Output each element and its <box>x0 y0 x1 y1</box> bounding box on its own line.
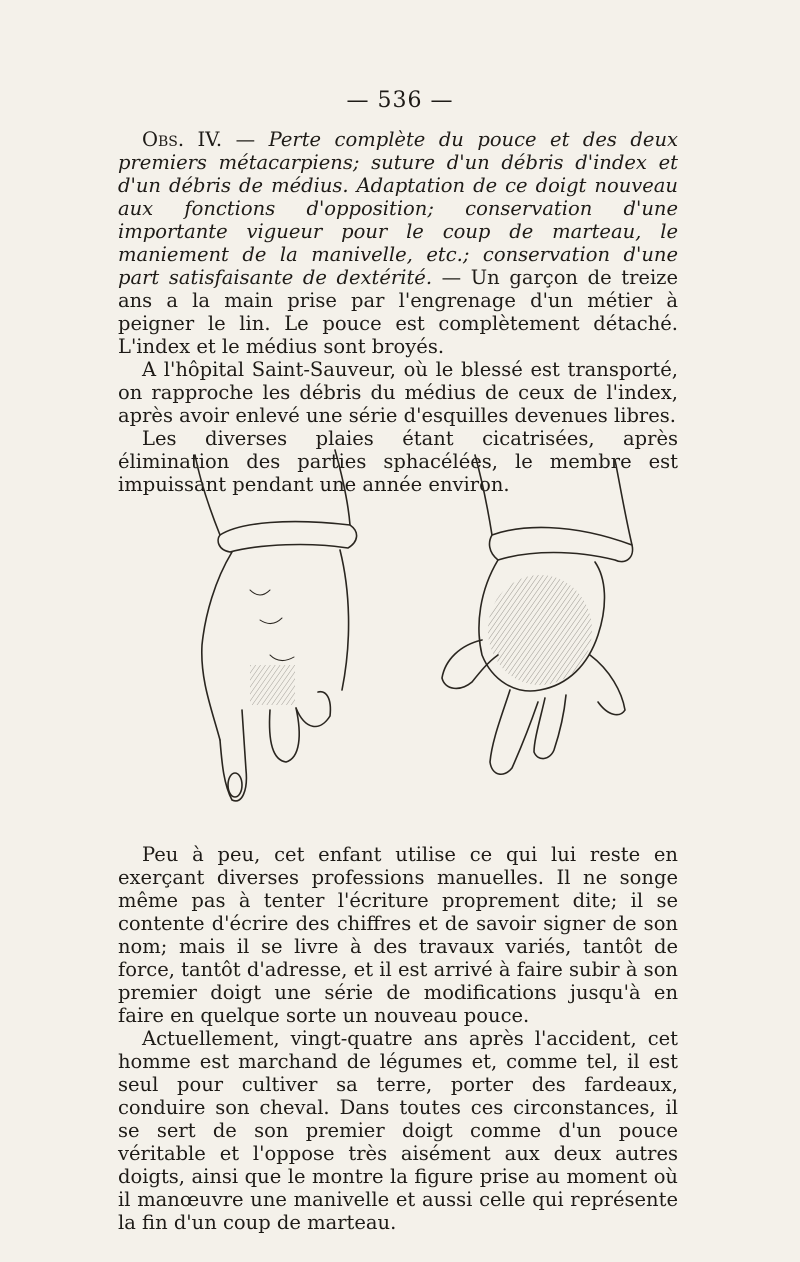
paragraph: A l'hôpital Saint-Sauveur, où le blessé est transporté, on rapproche les débris du médius de ceux de l'index, après avoir enlevé une série d'esquilles devenues libres. <box>118 358 678 427</box>
paragraph: Peu à peu, cet enfant utilise ce qui lui reste en exerçant diverses professions manuelles. Il ne songe même pas à tenter l'écriture proprement dite; il se contente d'écrire des chiffres et de savoir signer de son nom; mais il se livre à des travaux variés, tantôt de force, tantôt d'adresse, et il est arrivé à faire subir à son premier doigt une série de modifications jusqu'à en faire en quelque sorte un nouveau pouce. <box>118 843 678 1027</box>
paragraph: Actuellement, vingt-quatre ans après l'accident, cet homme est marchand de légumes et, comme tel, il est seul pour cultiver sa terre, porter des fardeaux, conduire son cheval. Dans toutes ces circonstances, il se sert de son premier doigt comme d'un pouce véritable et l'oppose très aisément aux deux autres doigts, ainsi que le montre la figure prise au moment où il manœuvre une manivelle et aussi celle qui représente la fin d'un coup de marteau. <box>118 1027 678 1234</box>
observation-title: Perte complète du pouce et des deux premiers métacarpiens; suture d'un débris d'index et d'un débris de médius. Adaptation de ce doigt nouveau aux fonctions d'opposition; conservation d'une importante vigueur pour le coup de marteau, le maniement de la manivelle, etc.; conservation d'une part satisfaisante de dextérité. <box>118 128 679 289</box>
continuation-block <box>118 843 678 1234</box>
observation-paragraph <box>118 128 678 358</box>
observation-dash: — <box>222 128 269 151</box>
observation-label: Obs. IV. <box>142 128 223 151</box>
hand-illustration <box>120 440 680 835</box>
page-number: — 536 — <box>346 88 454 113</box>
paragraph: Les diverses plaies étant cicatrisées, après élimination des parties sphacélées, le membre est impuissant pendant une année environ. <box>118 427 678 496</box>
observation-text: — Un garçon de treize ans a la main prise par l'engrenage d'un métier à peigner le lin. Le pouce est complètement détaché. L'index et le médius sont broyés. <box>118 266 678 358</box>
right-hand-drawing <box>442 455 633 774</box>
left-hand-drawing <box>195 450 357 801</box>
